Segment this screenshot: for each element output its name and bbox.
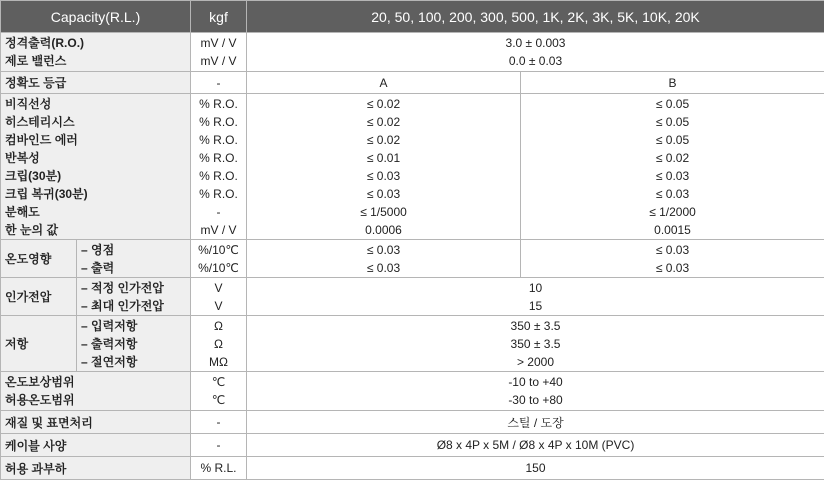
row-temp-range bbox=[1, 372, 824, 411]
a-creep-return: ≤ 0.03 bbox=[366, 186, 401, 201]
label-creep-return: 크립 복귀(30분) bbox=[5, 186, 88, 201]
a-combined-error: ≤ 0.02 bbox=[366, 132, 401, 147]
sub-voltage bbox=[77, 278, 191, 316]
value-compensated-range: -10 to +40 bbox=[508, 375, 563, 389]
b-hysteresis: ≤ 0.05 bbox=[655, 114, 690, 129]
label-combined-error: 컴바인드 에러 bbox=[5, 132, 78, 147]
unit-compensated-range: ℃ bbox=[211, 375, 226, 389]
unit-resistance bbox=[191, 316, 247, 372]
b-division-value: 0.0015 bbox=[654, 222, 691, 237]
unit-division-value: mV / V bbox=[200, 222, 237, 237]
label-creep: 크립(30분) bbox=[5, 168, 62, 183]
b-combined-error: ≤ 0.05 bbox=[655, 132, 690, 147]
label-cable: 케이블 사양 bbox=[1, 434, 191, 457]
label-temp-effect: 온도영향 bbox=[1, 240, 77, 278]
unit-grade: - bbox=[191, 72, 247, 94]
unit-safe-range: ℃ bbox=[211, 393, 226, 407]
b-resolution: ≤ 1/2000 bbox=[649, 204, 696, 219]
b-temp-output: ≤ 0.03 bbox=[655, 260, 690, 275]
grade-a: A bbox=[247, 72, 521, 94]
unit-repeatability: % R.O. bbox=[199, 150, 238, 165]
sub-temp-effect bbox=[77, 240, 191, 278]
row-grade bbox=[1, 72, 824, 94]
header-capacity: Capacity(R.L.) bbox=[1, 1, 191, 33]
b-temp-zero: ≤ 0.03 bbox=[655, 242, 690, 257]
value-output-resistance: 350 ± 3.5 bbox=[510, 336, 561, 351]
label-temp-range bbox=[1, 372, 191, 411]
label-output bbox=[1, 33, 191, 72]
unit-resolution: - bbox=[216, 204, 221, 219]
unit-hysteresis: % R.O. bbox=[199, 114, 238, 129]
sub-input-resistance: – 입력저항 bbox=[81, 318, 138, 333]
unit-accuracy bbox=[191, 94, 247, 240]
value-resistance bbox=[247, 316, 824, 372]
unit-temp-zero: %/10℃ bbox=[198, 242, 239, 257]
unit-zero-balance: mV / V bbox=[200, 54, 237, 68]
unit-recommended-voltage: V bbox=[214, 280, 223, 295]
a-nonlinearity: ≤ 0.02 bbox=[366, 96, 401, 111]
b-creep-return: ≤ 0.03 bbox=[655, 186, 690, 201]
label-rated-output: 정격출력(R.O.) bbox=[5, 36, 85, 50]
unit-combined-error: % R.O. bbox=[199, 132, 238, 147]
unit-output-resistance: Ω bbox=[214, 336, 223, 351]
row-cable bbox=[1, 434, 824, 457]
unit-creep-return: % R.O. bbox=[199, 186, 238, 201]
value-cable: Ø8 x 4P x 5M / Ø8 x 4P x 10M (PVC) bbox=[247, 434, 824, 457]
value-safe-range: -30 to +80 bbox=[508, 393, 563, 407]
a-hysteresis: ≤ 0.02 bbox=[366, 114, 401, 129]
b-nonlinearity: ≤ 0.05 bbox=[655, 96, 690, 111]
header-unit: kgf bbox=[191, 1, 247, 33]
label-resistance: 저항 bbox=[1, 316, 77, 372]
label-overload: 허용 과부하 bbox=[1, 457, 191, 480]
sub-recommended-voltage: – 적정 인가전압 bbox=[81, 280, 164, 295]
a-creep: ≤ 0.03 bbox=[366, 168, 401, 183]
value-max-voltage: 15 bbox=[528, 298, 543, 313]
a-division-value: 0.0006 bbox=[365, 222, 402, 237]
value-recommended-voltage: 10 bbox=[528, 280, 543, 295]
label-resolution: 분해도 bbox=[5, 204, 40, 219]
b-repeatability: ≤ 0.02 bbox=[655, 150, 690, 165]
label-division-value: 한 눈의 값 bbox=[5, 222, 59, 237]
value-zero-balance: 0.0 ± 0.03 bbox=[508, 54, 563, 68]
value-material: 스틸 / 도장 bbox=[247, 411, 824, 434]
header-range: 20, 50, 100, 200, 300, 500, 1K, 2K, 3K, 5K, 10K, 20K bbox=[247, 1, 824, 33]
unit-nonlinearity: % R.O. bbox=[199, 96, 238, 111]
label-compensated-range: 온도보상범위 bbox=[5, 375, 75, 389]
label-repeatability: 반복성 bbox=[5, 150, 40, 165]
label-material: 재질 및 표면처리 bbox=[1, 411, 191, 434]
unit-input-resistance: Ω bbox=[214, 318, 223, 333]
unit-cable: - bbox=[191, 434, 247, 457]
unit-material: - bbox=[191, 411, 247, 434]
unit-max-voltage: V bbox=[214, 298, 223, 313]
temp-b bbox=[521, 240, 824, 278]
temp-a bbox=[247, 240, 521, 278]
unit-creep: % R.O. bbox=[199, 168, 238, 183]
value-rated-output: 3.0 ± 0.003 bbox=[505, 36, 566, 50]
value-input-resistance: 350 ± 3.5 bbox=[510, 318, 561, 333]
unit-temp-effect bbox=[191, 240, 247, 278]
label-grade: 정확도 등급 bbox=[1, 72, 191, 94]
sub-resistance bbox=[77, 316, 191, 372]
unit-temp-range bbox=[191, 372, 247, 411]
row-material bbox=[1, 411, 824, 434]
b-creep: ≤ 0.03 bbox=[655, 168, 690, 183]
header-row bbox=[1, 1, 824, 33]
unit-insulation-resistance: MΩ bbox=[209, 354, 228, 369]
label-accuracy bbox=[1, 94, 191, 240]
grade-b: B bbox=[521, 72, 824, 94]
sub-zero: – 영점 bbox=[81, 242, 115, 257]
row-temp-effect bbox=[1, 240, 824, 278]
unit-overload: % R.L. bbox=[191, 457, 247, 480]
unit-voltage bbox=[191, 278, 247, 316]
label-voltage: 인가전압 bbox=[1, 278, 77, 316]
unit-temp-output: %/10℃ bbox=[198, 260, 239, 275]
value-output bbox=[247, 33, 824, 72]
sub-output-resistance: – 출력저항 bbox=[81, 336, 138, 351]
row-overload bbox=[1, 457, 824, 480]
value-overload: 150 bbox=[247, 457, 824, 480]
row-accuracy bbox=[1, 94, 824, 240]
accuracy-b bbox=[521, 94, 824, 240]
sub-insulation-resistance: – 절연저항 bbox=[81, 354, 138, 369]
unit-output bbox=[191, 33, 247, 72]
a-repeatability: ≤ 0.01 bbox=[366, 150, 401, 165]
a-temp-zero: ≤ 0.03 bbox=[366, 242, 401, 257]
row-resistance bbox=[1, 316, 824, 372]
row-output bbox=[1, 33, 824, 72]
label-safe-range: 허용온도범위 bbox=[5, 393, 75, 407]
row-voltage bbox=[1, 278, 824, 316]
value-voltage bbox=[247, 278, 824, 316]
label-zero-balance: 제로 밸런스 bbox=[5, 54, 67, 68]
label-nonlinearity: 비직선성 bbox=[5, 96, 52, 111]
a-temp-output: ≤ 0.03 bbox=[366, 260, 401, 275]
sub-max-voltage: – 최대 인가전압 bbox=[81, 298, 164, 313]
sub-output: – 출력 bbox=[81, 260, 115, 275]
a-resolution: ≤ 1/5000 bbox=[360, 204, 407, 219]
value-temp-range bbox=[247, 372, 824, 411]
unit-rated-output: mV / V bbox=[200, 36, 237, 50]
label-hysteresis: 히스테리시스 bbox=[5, 114, 75, 129]
accuracy-a bbox=[247, 94, 521, 240]
value-insulation-resistance: > 2000 bbox=[516, 354, 555, 369]
